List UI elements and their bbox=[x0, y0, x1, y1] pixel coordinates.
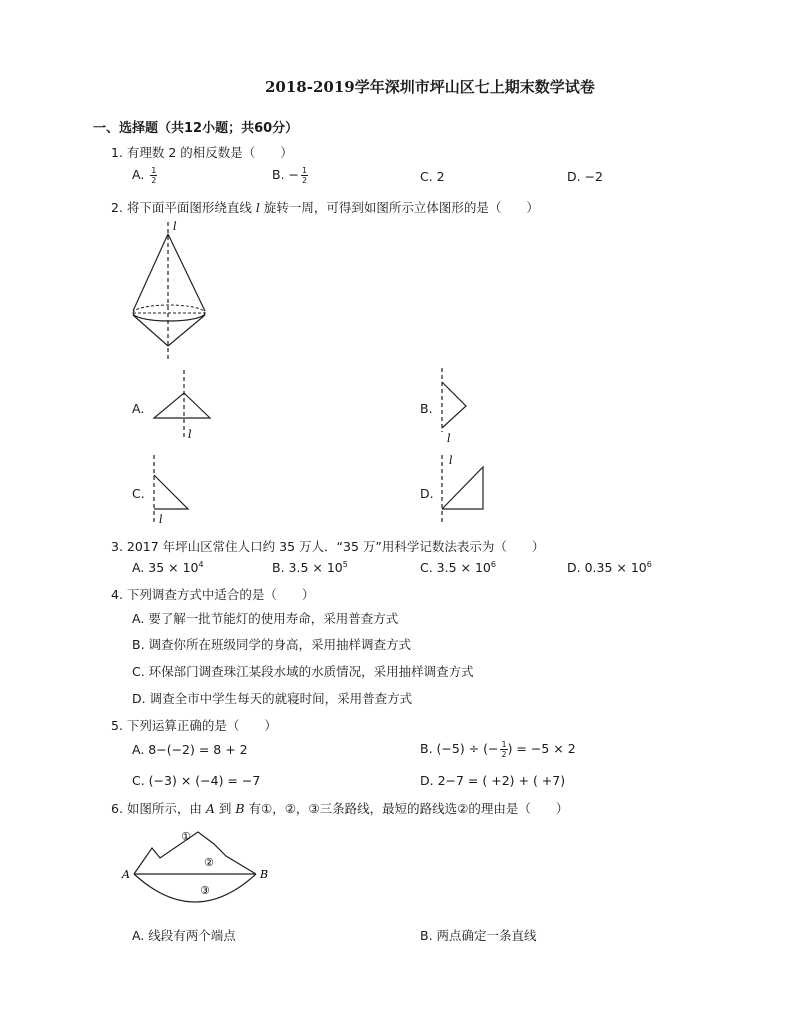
cone-upper-right bbox=[168, 234, 205, 311]
q2-option-c-figure bbox=[148, 453, 198, 528]
point-b-label: B bbox=[260, 868, 269, 881]
ellipse-back bbox=[133, 305, 205, 313]
axis-label: l bbox=[188, 428, 192, 441]
triangle-shape bbox=[442, 382, 466, 428]
route-3-label: ③ bbox=[200, 884, 210, 897]
q5-option-b-pre: B. (−5) ÷ (− bbox=[420, 741, 499, 756]
q2-option-a-figure bbox=[150, 368, 220, 443]
question-4-stem: 4. 下列调查方式中适合的是（ ） bbox=[111, 587, 315, 602]
q1-option-a-label: A. bbox=[132, 167, 145, 182]
fraction-denominator: 2 bbox=[151, 176, 157, 185]
q6-option-a: A. 线段有两个端点 bbox=[132, 928, 236, 943]
q6-stem-pre: 6. 如图所示，由 bbox=[111, 801, 206, 816]
axis-label: l bbox=[173, 220, 177, 233]
fraction-denominator: 2 bbox=[501, 750, 507, 759]
route-1-label: ① bbox=[181, 830, 191, 843]
q2-stem-post: 旋转一周，可得到如图所示立体图形的是（ ） bbox=[259, 200, 539, 215]
q2-option-b-label: B. bbox=[420, 401, 433, 416]
q4-option-c: C. 环保部门调查珠江某段水域的水质情况，采用抽样调查方式 bbox=[132, 664, 474, 679]
fraction-numerator: 1 bbox=[302, 166, 308, 175]
q3-option-c-exponent: 6 bbox=[490, 560, 496, 569]
q3-option-b-exponent: 5 bbox=[342, 560, 348, 569]
q6-stem-mid: 到 bbox=[214, 801, 236, 816]
question-5-stem: 5. 下列运算正确的是（ ） bbox=[111, 718, 277, 733]
axis-label: l bbox=[159, 513, 163, 526]
q6-var-a: A bbox=[205, 801, 215, 816]
q3-option-d-exponent: 6 bbox=[646, 560, 652, 569]
q3-option-c-base: C. 3.5 × 10 bbox=[420, 560, 491, 576]
page-title: 2018-2019学年深圳市坪山区七上期末数学试卷 bbox=[265, 78, 595, 96]
q1-option-a bbox=[132, 166, 157, 185]
q3-option-b-base: B. 3.5 × 10 bbox=[272, 560, 343, 576]
double-cone-figure bbox=[125, 218, 225, 368]
q2-option-d-figure bbox=[435, 453, 490, 528]
triangle-shape bbox=[154, 393, 210, 418]
q3-option-c bbox=[420, 560, 496, 575]
q4-option-b: B. 调查你所在班级同学的身高，采用抽样调查方式 bbox=[132, 637, 412, 652]
route-1-path bbox=[134, 832, 256, 874]
q3-option-a bbox=[132, 560, 204, 575]
q4-option-d: D. 调查全市中学生每天的就寝时间，采用普查方式 bbox=[132, 691, 413, 706]
question-3-stem: 3. 2017 年坪山区常住人口约 35 万人．“35 万”用科学记数法表示为（ ） bbox=[111, 539, 545, 554]
question-1-stem: 1. 有理数 2 的相反数是（ ） bbox=[111, 145, 293, 160]
q1-option-b-fraction bbox=[301, 166, 308, 185]
q6-option-b: B. 两点确定一条直线 bbox=[420, 928, 537, 943]
q1-option-b bbox=[272, 166, 308, 185]
route-2-label: ② bbox=[204, 856, 214, 869]
question-6-stem bbox=[111, 799, 568, 817]
point-a-label: A bbox=[122, 868, 130, 881]
q5-option-d: D. 2−7 = ( +2) + ( +7) bbox=[420, 773, 566, 788]
fraction-denominator: 2 bbox=[302, 176, 308, 185]
section-heading: 一、选择题（共12小题；共60分） bbox=[93, 121, 299, 136]
question-2-stem bbox=[111, 198, 539, 216]
q6-stem-post: 有①，②，③三条路线，最短的路线选②的理由是（ ） bbox=[244, 801, 569, 816]
q5-option-b-post: ) = −5 × 2 bbox=[507, 741, 576, 756]
q3-option-d bbox=[567, 560, 652, 575]
q5-option-b-fraction bbox=[500, 740, 507, 759]
q1-option-a-fraction bbox=[150, 166, 157, 185]
q1-option-d: D. −2 bbox=[567, 169, 603, 184]
q2-stem-pre: 2. 将下面平面图形绕直线 bbox=[111, 200, 256, 215]
q5-option-a: A. 8−(−2) = 8 + 2 bbox=[132, 742, 248, 757]
route-3-arc bbox=[134, 874, 256, 902]
triangle-shape bbox=[154, 475, 188, 509]
q1-option-b-label: B. − bbox=[272, 167, 299, 182]
q3-option-a-base: A. 35 × 10 bbox=[132, 560, 199, 576]
q5-option-c: C. (−3) × (−4) = −7 bbox=[132, 773, 261, 788]
q3-option-b bbox=[272, 560, 348, 575]
q3-option-d-base: D. 0.35 × 10 bbox=[567, 560, 647, 576]
fraction-numerator: 1 bbox=[501, 740, 507, 749]
q2-option-d-label: D. bbox=[420, 486, 434, 501]
fraction-numerator: 1 bbox=[151, 166, 157, 175]
q3-option-a-exponent: 4 bbox=[198, 560, 204, 569]
cone-upper-left bbox=[133, 234, 168, 311]
ellipse-front bbox=[133, 313, 205, 321]
axis-label: l bbox=[447, 432, 451, 445]
q5-option-b bbox=[420, 740, 576, 759]
triangle-shape bbox=[442, 467, 483, 509]
q2-stem-var: l bbox=[255, 200, 260, 215]
axis-label: l bbox=[449, 454, 453, 467]
q2-option-a-label: A. bbox=[132, 401, 145, 416]
q6-var-b: B bbox=[235, 801, 245, 816]
routes-figure bbox=[118, 822, 278, 912]
q2-option-c-label: C. bbox=[132, 486, 145, 501]
q4-option-a: A. 要了解一批节能灯的使用寿命，采用普查方式 bbox=[132, 611, 399, 626]
q1-option-c: C. 2 bbox=[420, 169, 445, 184]
q2-option-b-figure bbox=[436, 366, 486, 446]
